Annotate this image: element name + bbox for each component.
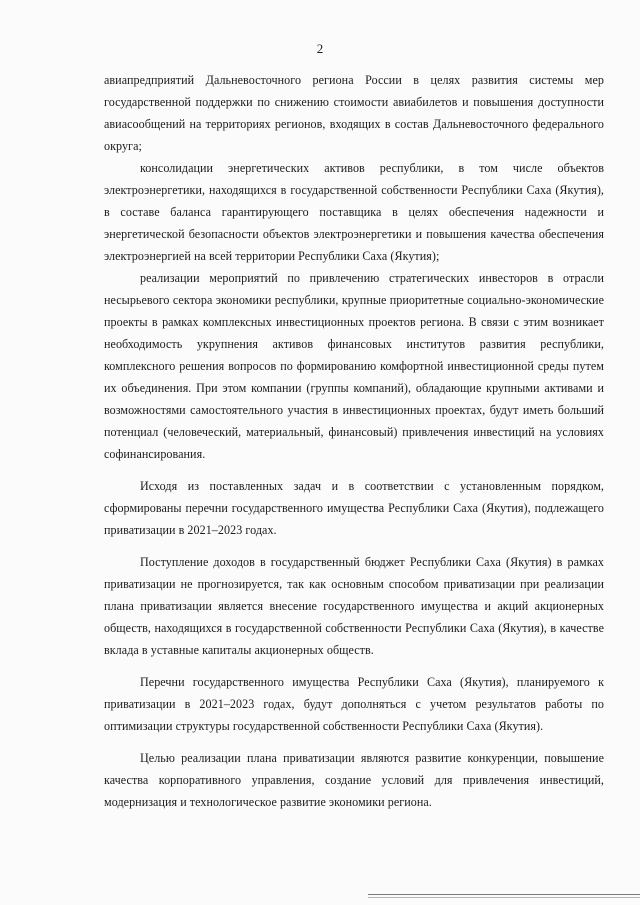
- paragraph-5: Поступление доходов в государственный бюджет Республики Саха (Якутия) в рамках приватизации не прогнозируется, так как основным способом приватизации при реализации плана приватизации является внесение государственного имущества и акций акционерных обществ, находящихся в государственной собственности Республики Саха (Якутия), в качестве вклада в уставные капиталы акционерных обществ.: [104, 555, 604, 657]
- paragraph-7: Целью реализации плана приватизации являются развитие конкуренции, повышение качества корпоративного управления, создание условий для привлечения инвестиций, модернизация и технологическое развитие экономики региона.: [104, 751, 604, 809]
- document-body: [104, 69, 604, 813]
- scan-edge-line-shadow: [368, 897, 640, 898]
- paragraph-1: авиапредприятий Дальневосточного региона России в целях развития системы мер государственной поддержки по снижению стоимости авиабилетов и повышения доступности авиасообщений на территориях регионов, входящих в состав Дальневосточного федерального округа;: [104, 73, 604, 153]
- paragraph-2: консолидации энергетических активов республики, в том числе объектов электроэнергетики, находящихся в государственной собственности Республики Саха (Якутия), в составе баланса гарантирующего поставщика в целях обеспечения надежности и энергетической безопасности объектов электроэнергетики и повышения качества обеспечения электроэнергией на всей территории Республики Саха (Якутия);: [104, 161, 604, 263]
- page-number: 2: [316, 41, 324, 56]
- paragraph-6: Перечни государственного имущества Республики Саха (Якутия), планируемого к приватизации в 2021–2023 годах, будут дополняться с учетом результатов работы по оптимизации структуры государственной собственности Республики Саха (Якутия).: [104, 675, 604, 733]
- scan-edge-line: [368, 894, 640, 895]
- paragraph-3: реализации мероприятий по привлечению стратегических инвесторов в отрасли несырьевого сектора экономики республики, крупные приоритетные социально-экономические проекты в рамках комплексных инвестиционных проектов региона. В связи с этим возникает необходимость укрупнения активов финансовых институтов развития республики, комплексного решения вопросов по формированию комфортной инвестиционной среды путем их объединения. При этом компании (группы компаний), обладающие крупными активами и возможностями самостоятельного участия в инвестиционных проектах, будут иметь больший потенциал (человеческий, материальный, финансовый) привлечения инвестиций на условиях софинансирования.: [104, 271, 604, 461]
- paragraph-4: Исходя из поставленных задач и в соответствии с установленным порядком, сформированы перечни государственного имущества Республики Саха (Якутия), подлежащего приватизации в 2021–2023 годах.: [104, 479, 604, 537]
